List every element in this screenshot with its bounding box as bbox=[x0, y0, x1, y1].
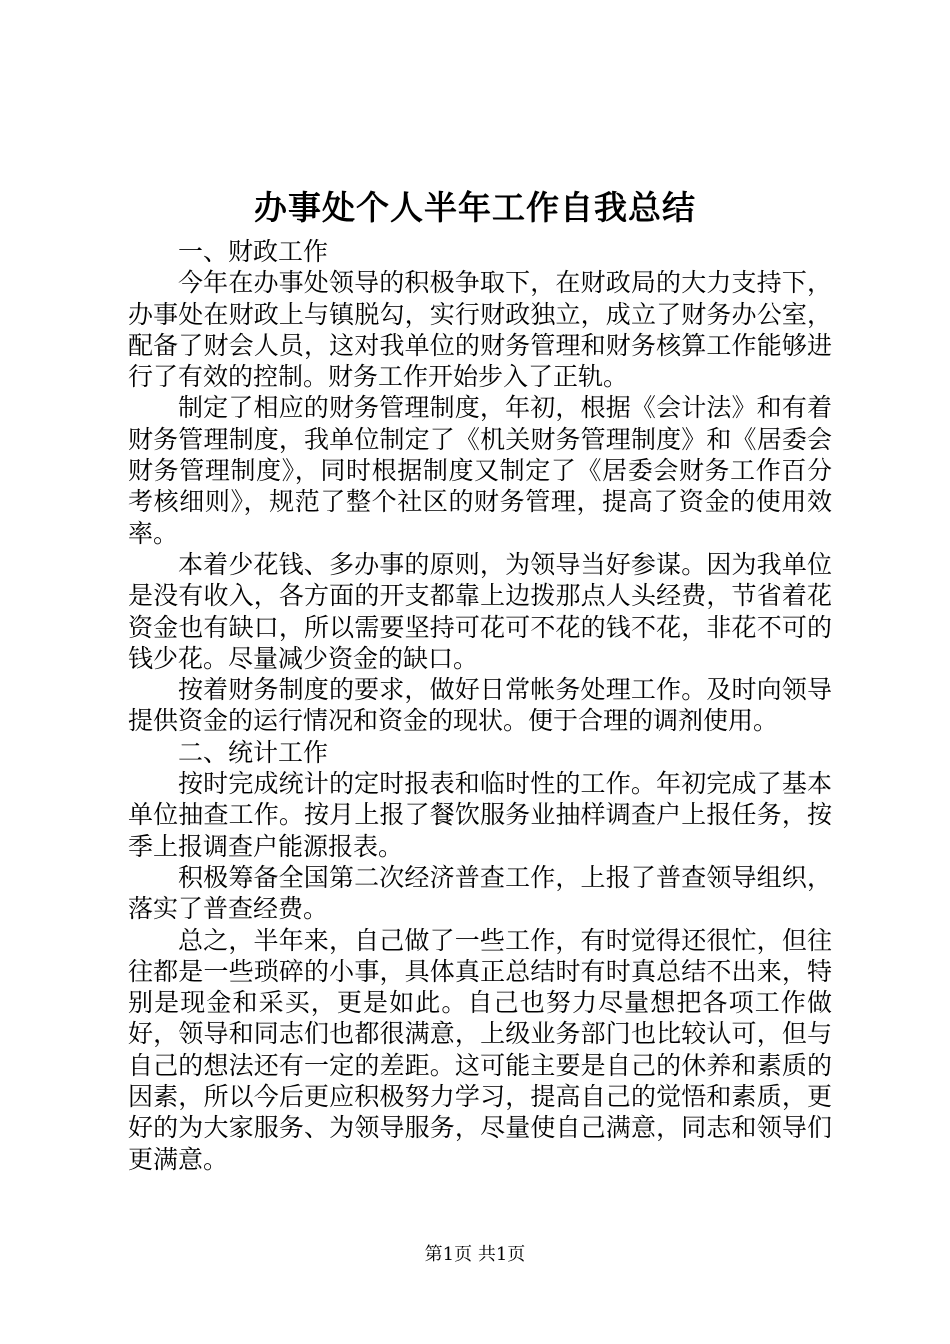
document-body bbox=[128, 236, 832, 1175]
page-number-footer: 第1页 共1页 bbox=[424, 1244, 526, 1265]
paragraph: 总之，半年来，自己做了一些工作，有时觉得还很忙，但往往都是一些琐碎的小事，具体真正总结时有时真总结不出来，特别是现金和采买，更是如此。自己也努力尽量想把各项工作做好，领导和同志们也都很满意，上级业务部门也比较认可，但与自己的想法还有一定的差距。这可能主要是自己的休养和素质的因素，所以今后更应积极努力学习，提高自己的觉悟和素质，更好的为大家服务、为领导服务，尽量使自己满意，同志和领导们更满意。 bbox=[128, 925, 832, 1174]
section-heading-statistics: 二、统计工作 bbox=[178, 737, 329, 767]
section-heading-finance: 一、财政工作 bbox=[178, 237, 329, 266]
paragraph: 本着少花钱、多办事的原则，为领导当好参谋。因为我单位是没有收入，各方面的开支都靠上边拨那点人头经费，节省着花资金也有缺口，所以需要坚持可花可不花的钱不花，非花不可的钱少花。尽量减少资金的缺口。 bbox=[128, 549, 832, 673]
paragraph: 按着财务制度的要求，做好日常帐务处理工作。及时向领导提供资金的运行情况和资金的现状。便于合理的调剂使用。 bbox=[128, 675, 832, 736]
paragraph: 按时完成统计的定时报表和临时性的工作。年初完成了基本单位抽查工作。按月上报了餐饮服务业抽样调查户上报任务，按季上报调查户能源报表。 bbox=[128, 769, 832, 861]
document-title: 办事处个人半年工作自我总结 bbox=[254, 188, 696, 227]
paragraph: 今年在办事处领导的积极争取下，在财政局的大力支持下，办事处在财政上与镇脱勾，实行财政独立，成立了财务办公室，配备了财会人员，这对我单位的财务管理和财务核算工作能够进行了有效的控制。财务工作开始步入了正轨。 bbox=[128, 268, 832, 392]
paragraph: 积极筹备全国第二次经济普查工作，上报了普查领导组织，落实了普查经费。 bbox=[128, 862, 832, 924]
paragraph: 制定了相应的财务管理制度，年初，根据《会计法》和有着财务管理制度，我单位制定了《机关财务管理制度》和《居委会财务管理制度》，同时根据制度又制定了《居委会财务工作百分考核细则》，规范了整个社区的财务管理，提高了资金的使用效率。 bbox=[128, 393, 832, 548]
